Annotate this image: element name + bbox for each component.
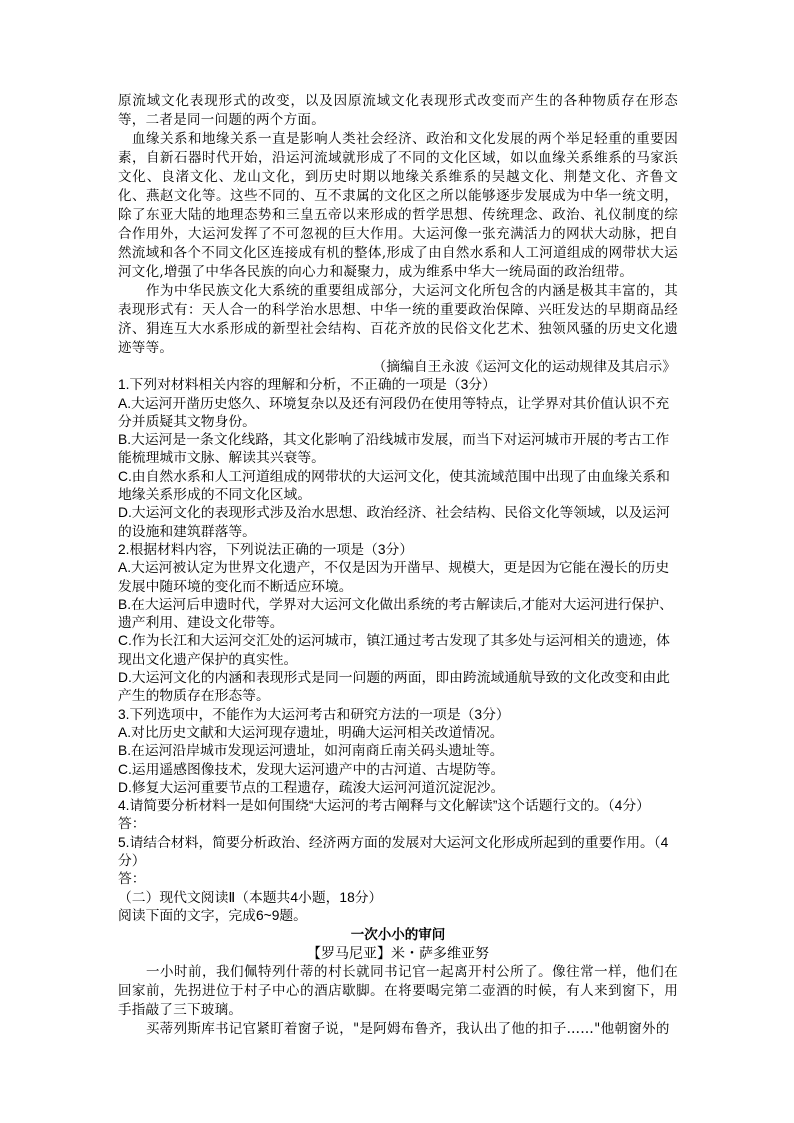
paragraph-intro: 原流域文化表现形式的改变，以及因原流域文化表现形式改变而产生的各种物质存在形态等，二者是同一问题的两个方面。	[118, 93, 678, 128]
document-page	[118, 92, 678, 1039]
question-2: 2.根据材料内容，下列说法正确的一项是（3分）	[118, 541, 414, 557]
question-2-option-a: A.大运河被认定为世界文化遗产，不仅是因为开凿早、规模大，更是因为它能在漫长的历史发展中随环境的变化而不断适应环境。	[118, 560, 670, 594]
story-paragraph-2: 买蒂列斯库书记官紧盯着窗子说，"是阿姆布鲁齐，我认出了他的扣子……"他朝窗外的	[146, 1021, 670, 1038]
passage-one	[118, 92, 678, 358]
paragraph-heritage: 作为中华民族文化大系统的重要组成部分，大运河文化所包含的内涵是极其丰富的，其表现形式有：天人合一的科学治水思想、中华一统的重要政治保障、兴旺发达的早期商品经济、狷连互大水系形成的新型社会结构、百花齐放的民俗文化艺术、独领风骚的历史文化遗迹等等。	[118, 283, 678, 356]
question-2-option-c: C.作为长江和大运河交汇处的运河城市，镇江通过考古发现了其多处与运河相关的遗迹，体现出文化遗产保护的真实性。	[118, 633, 670, 667]
question-1-option-a: A.大运河开凿历史悠久、环境复杂以及还有河段仍在使用等特点，让学界对其价值认识不充分并质疑其文物身份。	[118, 395, 670, 429]
answer-label-5: 答：	[118, 871, 146, 887]
section-two-header: （二）现代文阅读Ⅱ（本题共4小题，18分）	[118, 889, 383, 905]
question-1-option-d: D.大运河文化的表现形式涉及治水思想、政治经济、社会结构、民俗文化等领域，以及运河的设施和建筑群落等。	[118, 505, 670, 539]
question-2-option-b: B.在大运河后申遗时代，学界对大运河文化做出系统的考古解读后,才能对大运河进行保护、遗产利用、建设文化带等。	[118, 596, 673, 631]
section-two-instruction: 阅读下面的文字，完成6~9题。	[118, 907, 307, 923]
paragraph-blood-relations: 血缘关系和地缘关系一直是影响人类社会经济、政治和文化发展的两个举足轻重的重要因素，自新石器时代开始，沿运河流域就形成了不同的文化区域，如以血缘关系维系的马家浜文化、良渚文化、龙山文化，到历史时期以地缘关系维系的吴越文化、荆楚文化、齐鲁文化、燕赵文化等。这些不同的、互不隶属的文化区之所以能够逐步发展成为中华一统文明，除了东亚大陆的地理态势和三皇五帝以来形成的哲学思想、传统理念、政治、礼仪制度的综合作用外，大运河发挥了不可忽视的巨大作用。大运河像一张充满活力的网状大动脉，把自然流域和各个不同文化区连接成有机的整体,形成了由自然水系和人工河道组成的网带状大运河文化,增强了中华各民族的向心力和凝聚力，成为维系中华大一统局面的政治纽带。	[118, 131, 678, 280]
story-body	[118, 963, 678, 1039]
question-1-option-b: B.大运河是一条文化线路，其文化影响了沿线城市发展，而当下对运河城市开展的考古工作能梳理城市文脉、解读其兴衰等。	[118, 432, 670, 466]
question-5: 5.请结合材料，简要分析政治、经济两方面的发展对大运河文化形成所起到的重要作用。（4分）	[118, 834, 669, 869]
story-author: 【罗马尼亚】米・萨多维亚努	[307, 945, 489, 962]
answer-label-4: 答：	[118, 816, 146, 832]
question-3-option-d: D.修复大运河重要节点的工程遗存，疏浚大运河河道沉淀泥沙。	[118, 779, 505, 795]
story-title: 一次小小的审问	[350, 927, 446, 943]
question-4: 4.请简要分析材料一是如何围绕“大运河的考古阐释与文化解读”这个话题行文的。（4分）	[118, 798, 650, 814]
question-1-option-c: C.由自然水系和人工河道组成的网带状的大运河文化，使其流域范围中出现了由血缘关系和地缘关系形成的不同文化区域。	[118, 468, 670, 503]
question-1: 1.下列对材料相关内容的理解和分析，不正确的一项是（3分）	[118, 377, 496, 393]
story-paragraph-1: 一小时前，我们佩特列什蒂的村长就同书记官一起离开村公所了。像往常一样，他们在回家前，先拐进位于村子中心的酒店歇脚。在将要喝完第二壶酒的时候，有人来到窗下，用手指敲了三下玻璃。	[118, 964, 678, 1019]
question-2-option-d: D.大运河文化的内涵和表现形式是同一问题的两面，即由跨流域通航导致的文化改变和由此产生的物质存在形态等。	[118, 670, 670, 704]
questions-section	[118, 358, 678, 925]
question-3-option-a: A.对比历史文献和大运河现存遗址，明确大运河相关改道情况。	[118, 724, 504, 740]
question-3: 3.下列选项中，不能作为大运河考古和研究方法的一项是（3分）	[118, 706, 510, 722]
source-citation: （摘编自王永波《运河文化的运动规律及其启示》	[372, 359, 676, 374]
question-3-option-c: C.运用遥感图像技术，发现大运河遗产中的古河道、古堤防等。	[118, 761, 505, 777]
question-3-option-b: B.在运河沿岸城市发现运河遗址，如河南商丘南关码头遗址等。	[118, 743, 504, 759]
